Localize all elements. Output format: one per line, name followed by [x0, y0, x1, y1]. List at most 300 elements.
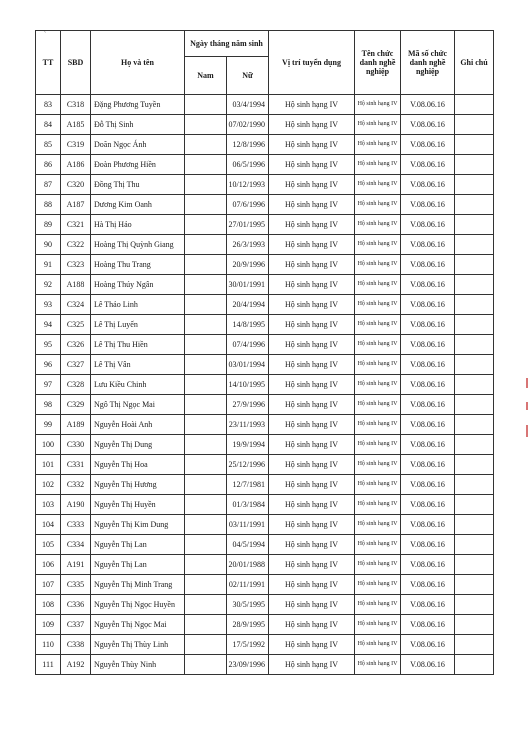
row-sbd: C327 — [61, 355, 91, 375]
row-name: Nguyễn Thị Thùy Linh — [91, 635, 185, 655]
row-dob-female: 04/5/1994 — [227, 535, 269, 555]
row-name: Nguyễn Thị Kim Dung — [91, 515, 185, 535]
row-name: Hoàng Thị Quỳnh Giang — [91, 235, 185, 255]
table-row — [36, 255, 494, 275]
table-row — [36, 175, 494, 195]
row-sbd: A186 — [61, 155, 91, 175]
row-tt: 89 — [36, 215, 61, 235]
header-position: Vị trí tuyển dụng — [269, 31, 355, 95]
row-tt: 109 — [36, 615, 61, 635]
row-position: Hộ sinh hạng IV — [269, 115, 355, 135]
row-position: Hộ sinh hạng IV — [269, 255, 355, 275]
table-row — [36, 315, 494, 335]
row-title: Hộ sinh hạng IV — [355, 175, 401, 195]
row-title: Hộ sinh hạng IV — [355, 435, 401, 455]
table-row — [36, 235, 494, 255]
row-sbd: C320 — [61, 175, 91, 195]
row-dob-male — [185, 315, 227, 335]
row-code: V.08.06.16 — [401, 495, 455, 515]
row-dob-male — [185, 155, 227, 175]
row-tt: 107 — [36, 575, 61, 595]
row-code: V.08.06.16 — [401, 135, 455, 155]
row-code: V.08.06.16 — [401, 415, 455, 435]
row-title: Hộ sinh hạng IV — [355, 115, 401, 135]
row-title: Hộ sinh hạng IV — [355, 195, 401, 215]
row-tt: 88 — [36, 195, 61, 215]
row-dob-male — [185, 435, 227, 455]
scan-dot: ` — [44, 32, 46, 38]
row-dob-male — [185, 215, 227, 235]
row-name: Đoàn Phương Hiền — [91, 155, 185, 175]
row-position: Hộ sinh hạng IV — [269, 135, 355, 155]
row-sbd: C324 — [61, 295, 91, 315]
row-sbd: C332 — [61, 475, 91, 495]
row-tt: 85 — [36, 135, 61, 155]
row-name: Ngô Thị Ngọc Mai — [91, 395, 185, 415]
table-row — [36, 195, 494, 215]
row-dob-female: 03/01/1994 — [227, 355, 269, 375]
row-dob-female: 06/5/1996 — [227, 155, 269, 175]
row-dob-male — [185, 555, 227, 575]
table-row — [36, 495, 494, 515]
row-code: V.08.06.16 — [401, 315, 455, 335]
row-tt: 102 — [36, 475, 61, 495]
row-tt: 87 — [36, 175, 61, 195]
row-dob-female: 20/01/1988 — [227, 555, 269, 575]
row-note — [455, 255, 494, 275]
row-name: Hoàng Thu Trang — [91, 255, 185, 275]
table-row — [36, 215, 494, 235]
table-row — [36, 595, 494, 615]
row-name: Lê Thị Luyến — [91, 315, 185, 335]
row-dob-female: 10/12/1993 — [227, 175, 269, 195]
row-dob-male — [185, 515, 227, 535]
row-note — [455, 275, 494, 295]
table-row — [36, 475, 494, 495]
row-code: V.08.06.16 — [401, 555, 455, 575]
row-code: V.08.06.16 — [401, 575, 455, 595]
row-tt: 95 — [36, 335, 61, 355]
table-row — [36, 275, 494, 295]
row-name: Đỗ Thị Sinh — [91, 115, 185, 135]
row-title: Hộ sinh hạng IV — [355, 495, 401, 515]
row-code: V.08.06.16 — [401, 475, 455, 495]
row-tt: 106 — [36, 555, 61, 575]
row-code: V.08.06.16 — [401, 655, 455, 675]
row-name: Nguyễn Thị Minh Trang — [91, 575, 185, 595]
row-tt: 84 — [36, 115, 61, 135]
candidate-table — [35, 30, 494, 675]
row-position: Hộ sinh hạng IV — [269, 315, 355, 335]
row-dob-male — [185, 615, 227, 635]
header-title: Tên chức danh nghề nghiệp — [355, 31, 401, 95]
margin-mark — [526, 425, 528, 437]
row-note — [455, 195, 494, 215]
header-sbd: SBD — [61, 31, 91, 95]
row-title: Hộ sinh hạng IV — [355, 355, 401, 375]
row-dob-female: 02/11/1991 — [227, 575, 269, 595]
row-tt: 108 — [36, 595, 61, 615]
row-dob-male — [185, 255, 227, 275]
row-note — [455, 495, 494, 515]
row-dob-female: 20/4/1994 — [227, 295, 269, 315]
row-position: Hộ sinh hạng IV — [269, 295, 355, 315]
row-code: V.08.06.16 — [401, 455, 455, 475]
row-title: Hộ sinh hạng IV — [355, 395, 401, 415]
row-position: Hộ sinh hạng IV — [269, 655, 355, 675]
row-code: V.08.06.16 — [401, 295, 455, 315]
row-note — [455, 655, 494, 675]
row-dob-female: 14/8/1995 — [227, 315, 269, 335]
row-position: Hộ sinh hạng IV — [269, 435, 355, 455]
row-tt: 94 — [36, 315, 61, 335]
row-name: Nguyễn Thị Lan — [91, 555, 185, 575]
row-note — [455, 215, 494, 235]
row-dob-male — [185, 335, 227, 355]
row-dob-female: 27/01/1995 — [227, 215, 269, 235]
row-title: Hộ sinh hạng IV — [355, 235, 401, 255]
row-sbd: C333 — [61, 515, 91, 535]
row-code: V.08.06.16 — [401, 595, 455, 615]
row-dob-male — [185, 295, 227, 315]
row-title: Hộ sinh hạng IV — [355, 335, 401, 355]
header-note: Ghi chú — [455, 31, 494, 95]
row-note — [455, 175, 494, 195]
row-position: Hộ sinh hạng IV — [269, 515, 355, 535]
row-note — [455, 95, 494, 115]
candidate-table-container — [35, 30, 493, 675]
row-position: Hộ sinh hạng IV — [269, 335, 355, 355]
row-dob-male — [185, 115, 227, 135]
row-title: Hộ sinh hạng IV — [355, 315, 401, 335]
row-dob-female: 23/11/1993 — [227, 415, 269, 435]
row-note — [455, 395, 494, 415]
header-tt: TT — [36, 31, 61, 95]
table-row — [36, 115, 494, 135]
row-name: Nguyễn Hoài Anh — [91, 415, 185, 435]
row-dob-male — [185, 275, 227, 295]
table-row — [36, 415, 494, 435]
row-title: Hộ sinh hạng IV — [355, 275, 401, 295]
row-code: V.08.06.16 — [401, 195, 455, 215]
row-dob-female: 20/9/1996 — [227, 255, 269, 275]
row-position: Hộ sinh hạng IV — [269, 635, 355, 655]
row-dob-male — [185, 355, 227, 375]
row-tt: 110 — [36, 635, 61, 655]
row-dob-male — [185, 415, 227, 435]
row-dob-male — [185, 135, 227, 155]
row-note — [455, 375, 494, 395]
table-row — [36, 455, 494, 475]
row-title: Hộ sinh hạng IV — [355, 615, 401, 635]
row-position: Hộ sinh hạng IV — [269, 375, 355, 395]
row-name: Hoàng Thúy Ngân — [91, 275, 185, 295]
row-dob-female: 19/9/1994 — [227, 435, 269, 455]
row-position: Hộ sinh hạng IV — [269, 155, 355, 175]
row-dob-male — [185, 175, 227, 195]
row-title: Hộ sinh hạng IV — [355, 215, 401, 235]
row-position: Hộ sinh hạng IV — [269, 575, 355, 595]
row-dob-male — [185, 575, 227, 595]
row-sbd: C330 — [61, 435, 91, 455]
row-tt: 83 — [36, 95, 61, 115]
row-note — [455, 415, 494, 435]
row-tt: 104 — [36, 515, 61, 535]
row-tt: 111 — [36, 655, 61, 675]
row-sbd: C328 — [61, 375, 91, 395]
row-dob-male — [185, 235, 227, 255]
row-title: Hộ sinh hạng IV — [355, 375, 401, 395]
row-sbd: C336 — [61, 595, 91, 615]
row-position: Hộ sinh hạng IV — [269, 95, 355, 115]
row-tt: 100 — [36, 435, 61, 455]
row-name: Nguyễn Thị Lan — [91, 535, 185, 555]
row-note — [455, 355, 494, 375]
table-header — [36, 31, 494, 95]
row-name: Đồng Thị Thu — [91, 175, 185, 195]
row-note — [455, 555, 494, 575]
table-row — [36, 375, 494, 395]
row-tt: 91 — [36, 255, 61, 275]
row-note — [455, 635, 494, 655]
row-note — [455, 595, 494, 615]
row-position: Hộ sinh hạng IV — [269, 495, 355, 515]
row-title: Hộ sinh hạng IV — [355, 135, 401, 155]
row-dob-male — [185, 535, 227, 555]
row-dob-female: 07/4/1996 — [227, 335, 269, 355]
row-position: Hộ sinh hạng IV — [269, 615, 355, 635]
table-row — [36, 535, 494, 555]
row-tt: 90 — [36, 235, 61, 255]
row-title: Hộ sinh hạng IV — [355, 455, 401, 475]
row-tt: 101 — [36, 455, 61, 475]
row-position: Hộ sinh hạng IV — [269, 215, 355, 235]
row-note — [455, 135, 494, 155]
row-name: Dương Kim Oanh — [91, 195, 185, 215]
header-female: Nữ — [227, 57, 269, 95]
table-row — [36, 435, 494, 455]
row-dob-female: 30/01/1991 — [227, 275, 269, 295]
row-tt: 93 — [36, 295, 61, 315]
row-dob-female: 12/8/1996 — [227, 135, 269, 155]
row-sbd: A190 — [61, 495, 91, 515]
row-title: Hộ sinh hạng IV — [355, 295, 401, 315]
row-title: Hộ sinh hạng IV — [355, 415, 401, 435]
row-title: Hộ sinh hạng IV — [355, 515, 401, 535]
row-sbd: C334 — [61, 535, 91, 555]
row-code: V.08.06.16 — [401, 375, 455, 395]
row-dob-female: 07/02/1990 — [227, 115, 269, 135]
row-dob-female: 03/11/1991 — [227, 515, 269, 535]
table-row — [36, 355, 494, 375]
row-sbd: C331 — [61, 455, 91, 475]
row-title: Hộ sinh hạng IV — [355, 575, 401, 595]
row-sbd: A188 — [61, 275, 91, 295]
row-dob-female: 27/9/1996 — [227, 395, 269, 415]
row-tt: 103 — [36, 495, 61, 515]
row-tt: 86 — [36, 155, 61, 175]
row-sbd: C322 — [61, 235, 91, 255]
row-dob-female: 30/5/1995 — [227, 595, 269, 615]
row-dob-female: 17/5/1992 — [227, 635, 269, 655]
row-sbd: A192 — [61, 655, 91, 675]
row-sbd: A189 — [61, 415, 91, 435]
row-note — [455, 475, 494, 495]
row-sbd: C321 — [61, 215, 91, 235]
row-name: Lê Thị Thu Hiền — [91, 335, 185, 355]
row-name: Nguyễn Thị Ngọc Mai — [91, 615, 185, 635]
row-note — [455, 315, 494, 335]
row-sbd: C318 — [61, 95, 91, 115]
row-name: Nguyễn Thùy Ninh — [91, 655, 185, 675]
row-tt: 99 — [36, 415, 61, 435]
row-title: Hộ sinh hạng IV — [355, 255, 401, 275]
row-dob-male — [185, 395, 227, 415]
row-position: Hộ sinh hạng IV — [269, 535, 355, 555]
row-position: Hộ sinh hạng IV — [269, 195, 355, 215]
row-code: V.08.06.16 — [401, 615, 455, 635]
row-position: Hộ sinh hạng IV — [269, 475, 355, 495]
table-row — [36, 335, 494, 355]
row-sbd: A185 — [61, 115, 91, 135]
row-note — [455, 235, 494, 255]
row-code: V.08.06.16 — [401, 635, 455, 655]
row-sbd: C325 — [61, 315, 91, 335]
row-dob-female: 03/4/1994 — [227, 95, 269, 115]
table-row — [36, 575, 494, 595]
row-dob-female: 12/7/1981 — [227, 475, 269, 495]
row-name: Lưu Kiều Chinh — [91, 375, 185, 395]
row-name: Đặng Phương Tuyền — [91, 95, 185, 115]
row-tt: 98 — [36, 395, 61, 415]
row-dob-female: 28/9/1995 — [227, 615, 269, 635]
row-sbd: A191 — [61, 555, 91, 575]
row-dob-male — [185, 635, 227, 655]
row-sbd: C326 — [61, 335, 91, 355]
row-code: V.08.06.16 — [401, 275, 455, 295]
row-dob-male — [185, 475, 227, 495]
row-note — [455, 295, 494, 315]
row-code: V.08.06.16 — [401, 395, 455, 415]
row-dob-male — [185, 595, 227, 615]
row-note — [455, 115, 494, 135]
row-title: Hộ sinh hạng IV — [355, 475, 401, 495]
row-dob-male — [185, 195, 227, 215]
row-dob-female: 26/3/1993 — [227, 235, 269, 255]
row-title: Hộ sinh hạng IV — [355, 655, 401, 675]
table-row — [36, 635, 494, 655]
row-tt: 105 — [36, 535, 61, 555]
row-name: Nguyễn Thị Dung — [91, 435, 185, 455]
row-sbd: C337 — [61, 615, 91, 635]
row-note — [455, 515, 494, 535]
row-position: Hộ sinh hạng IV — [269, 275, 355, 295]
row-position: Hộ sinh hạng IV — [269, 235, 355, 255]
row-note — [455, 335, 494, 355]
row-title: Hộ sinh hạng IV — [355, 155, 401, 175]
row-note — [455, 155, 494, 175]
row-name: Nguyễn Thị Huyền — [91, 495, 185, 515]
row-code: V.08.06.16 — [401, 335, 455, 355]
row-code: V.08.06.16 — [401, 175, 455, 195]
row-tt: 96 — [36, 355, 61, 375]
row-sbd: A187 — [61, 195, 91, 215]
row-dob-male — [185, 495, 227, 515]
row-dob-female: 25/12/1996 — [227, 455, 269, 475]
row-note — [455, 575, 494, 595]
row-title: Hộ sinh hạng IV — [355, 595, 401, 615]
row-tt: 92 — [36, 275, 61, 295]
table-row — [36, 295, 494, 315]
row-code: V.08.06.16 — [401, 155, 455, 175]
row-title: Hộ sinh hạng IV — [355, 535, 401, 555]
row-position: Hộ sinh hạng IV — [269, 395, 355, 415]
table-row — [36, 135, 494, 155]
header-dob-group: Ngày tháng năm sinh — [185, 31, 269, 57]
row-sbd: C323 — [61, 255, 91, 275]
row-title: Hộ sinh hạng IV — [355, 95, 401, 115]
row-sbd: C338 — [61, 635, 91, 655]
table-row — [36, 655, 494, 675]
row-name: Hà Thị Hảo — [91, 215, 185, 235]
row-code: V.08.06.16 — [401, 215, 455, 235]
row-note — [455, 455, 494, 475]
row-name: Nguyễn Thị Hoa — [91, 455, 185, 475]
row-title: Hộ sinh hạng IV — [355, 555, 401, 575]
row-position: Hộ sinh hạng IV — [269, 555, 355, 575]
row-code: V.08.06.16 — [401, 115, 455, 135]
table-row — [36, 155, 494, 175]
row-code: V.08.06.16 — [401, 255, 455, 275]
table-row — [36, 615, 494, 635]
row-dob-male — [185, 455, 227, 475]
row-dob-female: 07/6/1996 — [227, 195, 269, 215]
table-row — [36, 395, 494, 415]
row-note — [455, 435, 494, 455]
margin-mark — [526, 402, 528, 410]
row-name: Nguyễn Thị Hương — [91, 475, 185, 495]
row-position: Hộ sinh hạng IV — [269, 175, 355, 195]
header-male: Nam — [185, 57, 227, 95]
table-body — [36, 95, 494, 675]
row-position: Hộ sinh hạng IV — [269, 415, 355, 435]
row-dob-female: 23/09/1996 — [227, 655, 269, 675]
table-row — [36, 515, 494, 535]
row-code: V.08.06.16 — [401, 235, 455, 255]
header-code: Mã số chức danh nghề nghiệp — [401, 31, 455, 95]
row-note — [455, 535, 494, 555]
row-title: Hộ sinh hạng IV — [355, 635, 401, 655]
row-code: V.08.06.16 — [401, 435, 455, 455]
row-position: Hộ sinh hạng IV — [269, 455, 355, 475]
row-sbd: C335 — [61, 575, 91, 595]
row-name: Nguyễn Thị Ngọc Huyền — [91, 595, 185, 615]
row-note — [455, 615, 494, 635]
row-sbd: C319 — [61, 135, 91, 155]
row-code: V.08.06.16 — [401, 535, 455, 555]
row-dob-female: 14/10/1995 — [227, 375, 269, 395]
row-code: V.08.06.16 — [401, 355, 455, 375]
row-name: Lê Thị Vân — [91, 355, 185, 375]
table-row — [36, 555, 494, 575]
row-dob-male — [185, 95, 227, 115]
row-position: Hộ sinh hạng IV — [269, 595, 355, 615]
row-dob-male — [185, 655, 227, 675]
row-dob-female: 01/3/1984 — [227, 495, 269, 515]
row-name: Lê Thảo Linh — [91, 295, 185, 315]
table-row — [36, 95, 494, 115]
row-code: V.08.06.16 — [401, 515, 455, 535]
